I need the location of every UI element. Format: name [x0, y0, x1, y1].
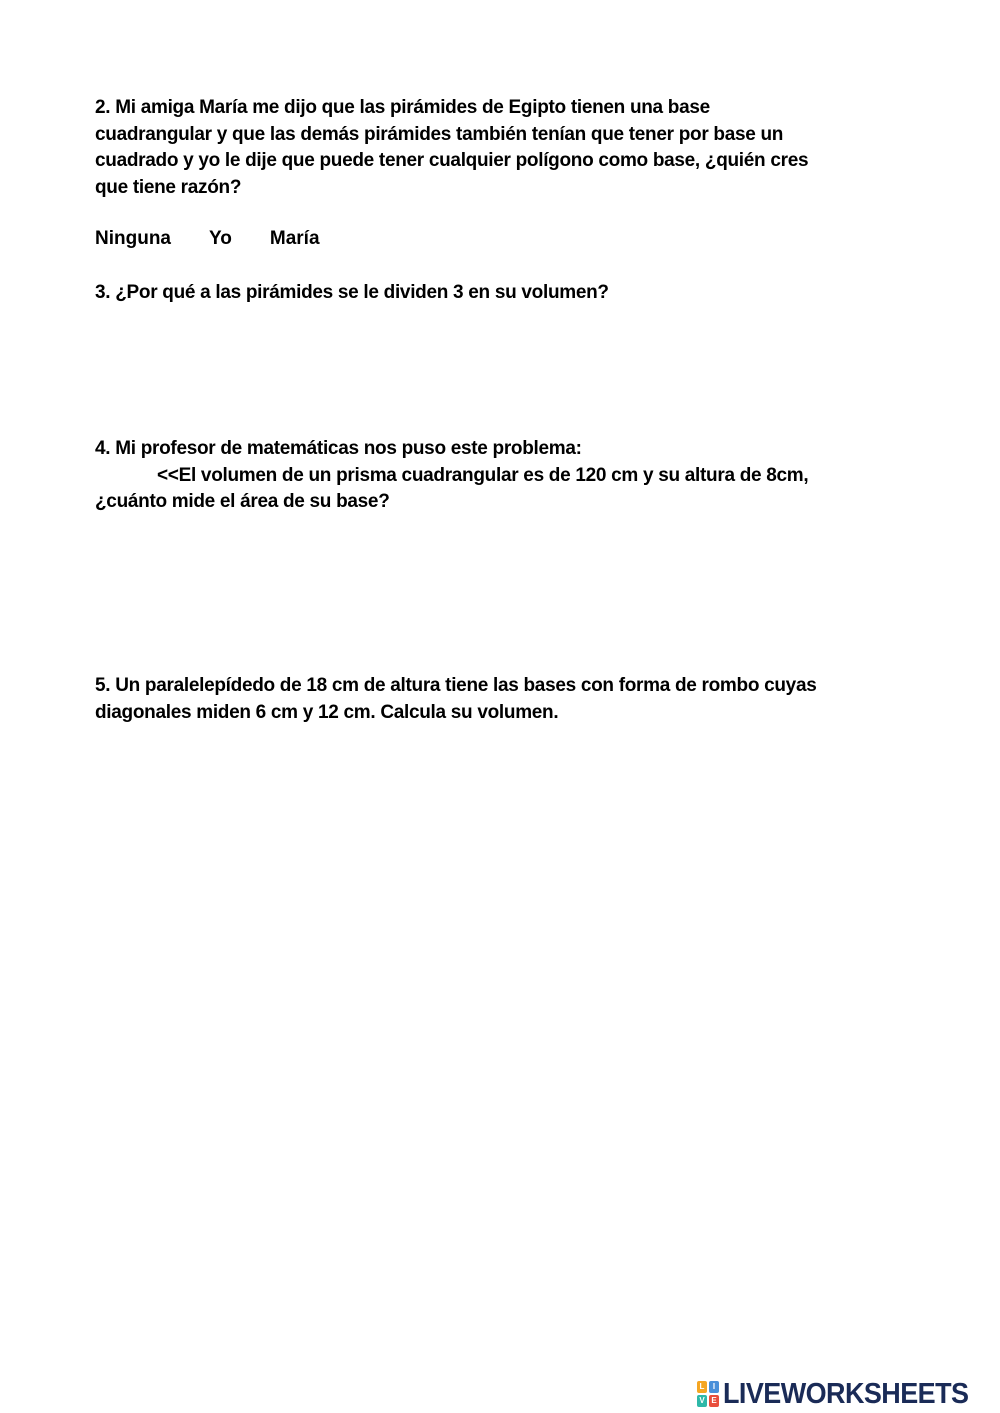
question-2-line: cuadrado y yo le dije que puede tener cualquier polígono como base, ¿quién cres: [95, 150, 809, 171]
question-2: [95, 95, 905, 201]
liveworksheets-logo: [697, 1379, 987, 1409]
logo-square-icon: L: [697, 1381, 707, 1393]
logo-square-icon: E: [709, 1395, 719, 1407]
option-maria[interactable]: María: [269, 228, 320, 249]
question-4-line: <<El volumen de un prisma cuadrangular es de 120 cm y su altura de 8cm,: [157, 464, 809, 486]
logo-square-icon: I: [709, 1381, 719, 1393]
question-2-line: que tiene razón?: [95, 176, 242, 198]
option-ninguna[interactable]: Ninguna: [95, 228, 171, 249]
question-2-line: cuadrangular y que las demás pirámides también tenían que tener por base un: [95, 123, 784, 145]
question-5: [95, 673, 905, 726]
question-2-options: [95, 226, 320, 253]
question-5-line: diagonales miden 6 cm y 12 cm. Calcula su volumen.: [95, 701, 559, 723]
question-3: [95, 280, 905, 307]
logo-text: LIVEWORKSHEETS: [723, 1378, 969, 1410]
question-4-line: 4. Mi profesor de matemáticas nos puso este problema:: [95, 438, 582, 459]
liveworksheets-icon: [697, 1381, 719, 1407]
logo-square-icon: V: [697, 1395, 707, 1407]
question-4: [95, 436, 905, 516]
question-2-line: 2. Mi amiga María me dijo que las pirámides de Egipto tienen una base: [95, 97, 710, 118]
option-yo[interactable]: Yo: [209, 228, 232, 249]
question-3-text: 3. ¿Por qué a las pirámides se le dividen 3 en su volumen?: [95, 282, 609, 303]
question-4-line: ¿cuánto mide el área de su base?: [95, 491, 390, 512]
question-5-line: 5. Un paralelepídedo de 18 cm de altura tiene las bases con forma de rombo cuyas: [95, 675, 817, 696]
